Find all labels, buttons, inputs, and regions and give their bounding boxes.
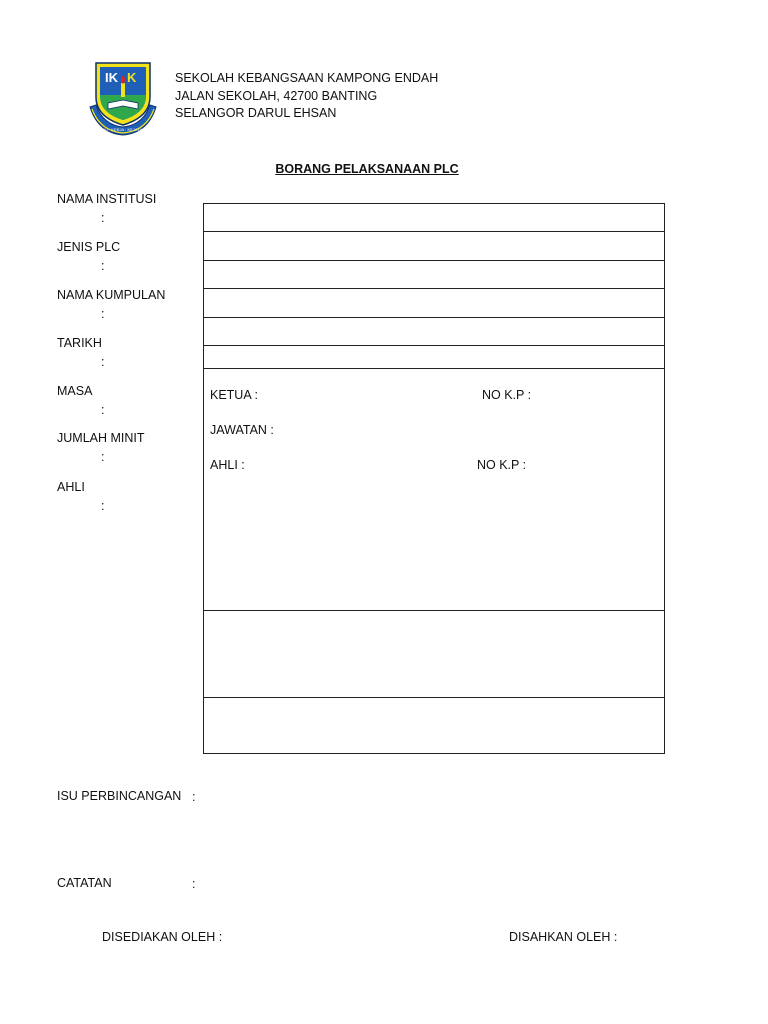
prepared-by-label: DISEDIAKAN OLEH :: [102, 930, 223, 944]
svg-text:K: K: [127, 70, 137, 85]
svg-text:ILMU · KERJA · KEJAYAAN: ILMU · KERJA · KEJAYAAN: [98, 127, 148, 132]
school-address-line1: JALAN SEKOLAH, 42700 BANTING: [175, 88, 378, 103]
colon-ahli: :: [101, 499, 105, 513]
no-kp-label-2: NO K.P :: [477, 458, 527, 472]
row-divider: [204, 260, 664, 261]
label-ahli: AHLI: [57, 480, 85, 494]
colon-masa: :: [101, 403, 105, 417]
colon-isu-perbincangan: :: [192, 790, 196, 804]
school-logo: [88, 55, 158, 137]
label-tarikh: TARIKH: [57, 336, 102, 350]
form-table: [203, 203, 665, 754]
colon-nama-institusi: :: [101, 211, 105, 225]
label-masa: MASA: [57, 384, 93, 398]
no-kp-label-1: NO K.P :: [482, 388, 532, 402]
colon-tarikh: :: [101, 355, 105, 369]
row-divider: [204, 231, 664, 232]
school-name: SEKOLAH KEBANGSAAN KAMPONG ENDAH: [175, 71, 439, 85]
row-divider: [204, 317, 664, 318]
school-address-line2: SELANGOR DARUL EHSAN: [175, 106, 337, 120]
ketua-label: KETUA :: [210, 388, 258, 402]
jawatan-label: JAWATAN :: [210, 423, 274, 437]
approved-by-label: DISAHKAN OLEH :: [509, 930, 618, 944]
label-jumlah-minit: JUMLAH MINIT: [57, 431, 145, 445]
row-divider: [204, 610, 664, 611]
school-header: [175, 70, 438, 123]
colon-catatan: :: [192, 877, 196, 891]
ahli-label: AHLI :: [210, 458, 245, 472]
colon-jenis-plc: :: [101, 259, 105, 273]
form-title: BORANG PELAKSANAAN PLC: [275, 162, 459, 176]
label-catatan: CATATAN: [57, 876, 112, 890]
row-divider: [204, 288, 664, 289]
row-divider: [204, 368, 664, 369]
colon-jumlah-minit: :: [101, 450, 105, 464]
label-isu-perbincangan: ISU PERBINCANGAN: [57, 789, 182, 803]
label-nama-kumpulan: NAMA KUMPULAN: [57, 288, 166, 302]
label-nama-institusi: NAMA INSTITUSI: [57, 192, 157, 206]
row-divider: [204, 345, 664, 346]
colon-nama-kumpulan: :: [101, 307, 105, 321]
row-divider: [204, 697, 664, 698]
label-jenis-plc: JENIS PLC: [57, 240, 121, 254]
svg-text:IK: IK: [105, 70, 118, 85]
